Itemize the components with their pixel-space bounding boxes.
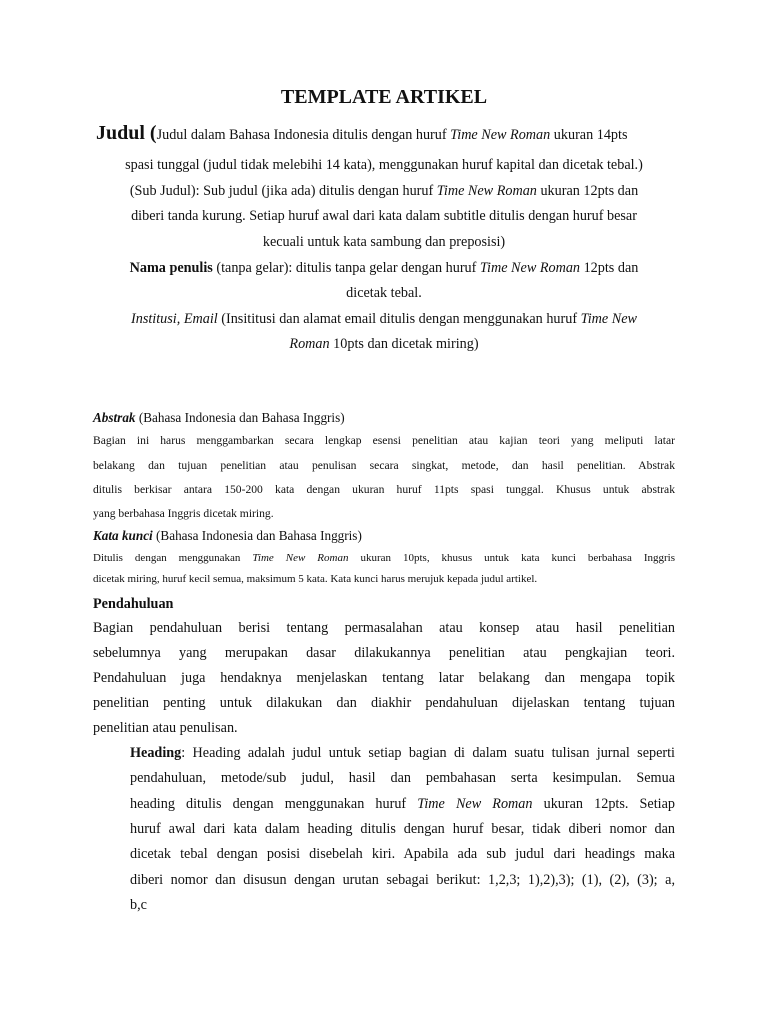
penulis-label: Nama penulis: [129, 260, 213, 276]
pendahuluan-line-4: penelitian penting untuk dilakukan dan diakhir pendahuluan dijelaskan tentang tujuan: [93, 695, 675, 711]
heading-line-6: diberi nomor dan disusun dengan urutan sebagai berikut: 1,2,3; 1),2),3); (1), (2), (3); a,: [130, 872, 675, 888]
heading-line-5: dicetak tebal dengan posisi disebelah kiri. Apabila ada sub judul dari headings maka: [130, 846, 675, 862]
penulis-line-1: [0, 260, 768, 277]
heading-line-1: [130, 745, 675, 762]
katakunci-line-2: dicetak miring, huruf kecil semua, maksimum 5 kata. Kata kunci harus merujuk kepada judul artikel.: [93, 573, 538, 585]
katakunci-heading-rest: (Bahasa Indonesia dan Bahasa Inggris): [152, 528, 362, 543]
penulis-line-2: dicetak tebal.: [346, 285, 422, 301]
abstrak-heading: [93, 410, 345, 426]
heading-line-2: pendahuluan, metode/sub judul, hasil dan pembahasan serta kesimpulan. Semua: [130, 770, 675, 786]
judul-line-1: [96, 122, 628, 145]
pendahuluan-heading: Pendahuluan: [93, 596, 174, 612]
institusi-line-1: [0, 311, 768, 328]
abstrak-line-3: ditulis berkisar antara 150-200 kata dengan ukuran huruf 11pts spasi tunggal. Khusus untuk abstrak: [93, 483, 675, 496]
pendahuluan-line-2: sebelumnya yang merupakan dasar dilakukannya penelitian atau pengkajian teori.: [93, 645, 675, 661]
subjudul-line-3: kecuali untuk kata sambung dan preposisi): [262, 234, 506, 250]
heading-line-3-text: heading ditulis dengan menggunakan huruf: [130, 796, 418, 812]
katakunci-text-end: ukuran 10pts, khusus untuk kata kunci berbahasa Inggris: [348, 552, 675, 564]
abstrak-line-2: belakang dan tujuan penelitian atau penulisan secara singkat, metode, dan hasil penelitian. Abstrak: [93, 459, 675, 472]
katakunci-label: Kata kunci: [93, 528, 153, 543]
institusi-text-end: 10pts dan dicetak miring): [329, 336, 479, 352]
institusi-line-2: [0, 336, 768, 353]
subjudul-font-name: Time New Roman: [436, 183, 537, 199]
abstrak-line-4: yang berbahasa Inggris dicetak miring.: [93, 507, 274, 520]
abstrak-heading-rest: (Bahasa Indonesia dan Bahasa Inggris): [135, 410, 345, 425]
judul-font-name: Time New Roman: [450, 127, 551, 143]
katakunci-font-name: Time New Roman: [252, 552, 349, 564]
heading-label: Heading: [130, 745, 182, 761]
abstrak-label: Abstrak: [93, 410, 136, 425]
heading-text: : Heading adalah judul untuk setiap bagian di dalam suatu tulisan jurnal seperti: [181, 745, 675, 761]
institusi-font-name-end: Roman: [289, 336, 330, 352]
heading-line-3-end: ukuran 12pts. Setiap: [532, 796, 675, 812]
penulis-text-end: 12pts dan: [580, 260, 639, 276]
subjudul-line-2: diberi tanda kurung. Setiap huruf awal dari kata dalam subtitle ditulis dengan huruf besar: [131, 208, 637, 224]
judul-text-end: ukuran 14pts: [550, 127, 628, 143]
subjudul-text: (Sub Judul): Sub judul (jika ada) ditulis dengan huruf: [129, 183, 437, 199]
subjudul-text-end: ukuran 12pts dan: [536, 183, 639, 199]
heading-line-7: b,c: [130, 897, 147, 913]
subjudul-line-1: [0, 183, 768, 200]
katakunci-line-1: [93, 552, 675, 564]
pendahuluan-line-3: Pendahuluan juga hendaknya menjelaskan tentang latar belakang dan mengapa topik: [93, 670, 675, 686]
katakunci-text: Ditulis dengan menggunakan: [93, 552, 253, 564]
document-title: TEMPLATE ARTIKEL: [280, 86, 488, 108]
heading-line-4: huruf awal dari kata dalam heading ditulis dengan huruf besar, tidak diberi nomor dan: [130, 821, 675, 837]
judul-text: Judul dalam Bahasa Indonesia ditulis dengan huruf: [156, 127, 451, 143]
heading-font-name: Time New Roman: [417, 796, 533, 812]
pendahuluan-line-1: Bagian pendahuluan berisi tentang permasalahan atau konsep atau hasil penelitian: [93, 620, 675, 636]
penulis-text: (tanpa gelar): ditulis tanpa gelar dengan huruf: [212, 260, 480, 276]
pendahuluan-line-5: penelitian atau penulisan.: [93, 720, 238, 736]
heading-line-3: [130, 796, 675, 813]
judul-line-2: spasi tunggal (judul tidak melebihi 14 kata), menggunakan huruf kapital dan dicetak tebal.): [125, 157, 643, 173]
institusi-text: (Insititusi dan alamat email ditulis dengan menggunakan huruf: [217, 311, 581, 327]
penulis-font-name: Time New Roman: [479, 260, 581, 276]
institusi-label: Institusi, Email: [131, 311, 218, 327]
institusi-font-name: Time New: [580, 311, 637, 327]
katakunci-heading: [93, 528, 362, 544]
judul-label: Judul (: [96, 122, 157, 144]
abstrak-line-1: Bagian ini harus menggambarkan secara lengkap esensi penelitian atau kajian teori yang meliputi latar: [93, 434, 675, 447]
